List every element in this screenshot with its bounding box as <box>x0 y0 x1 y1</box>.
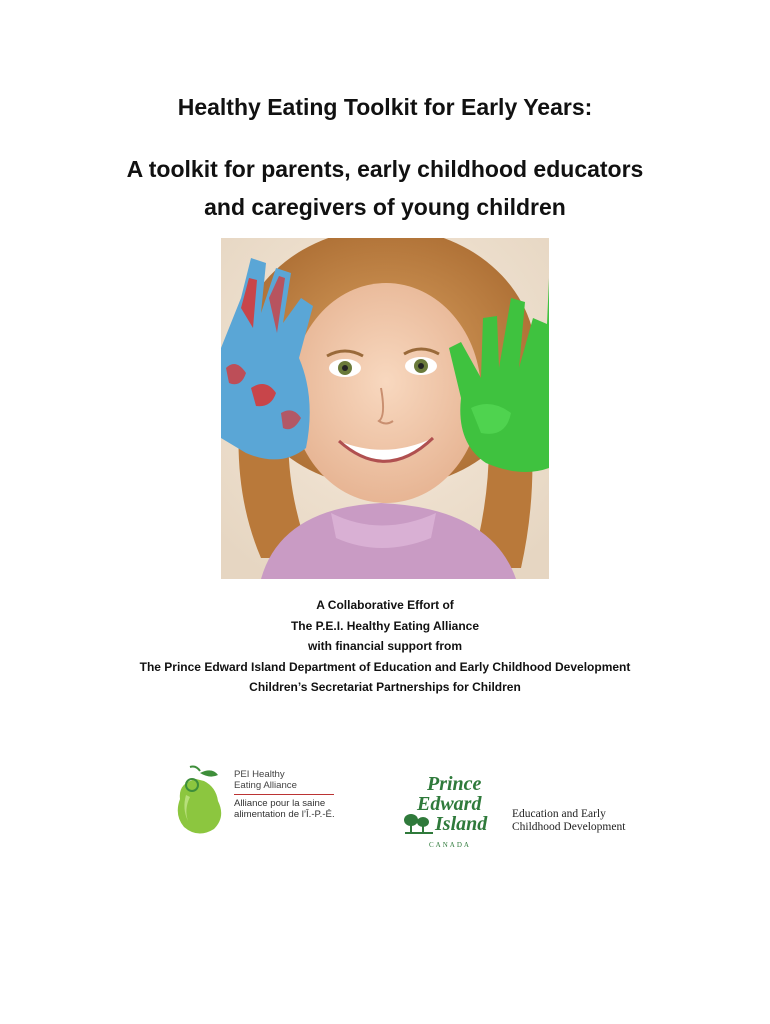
wordmark-country: CANADA <box>429 841 471 849</box>
gov-dept-line2: Childhood Development <box>512 821 626 833</box>
gov-department-name <box>512 808 625 834</box>
subtitle-line-1: A toolkit for parents, early childhood educators <box>126 156 644 182</box>
pei-logo-text <box>234 769 335 820</box>
pear-icon <box>172 765 230 837</box>
gov-dept-line1: Education and Early <box>512 808 606 820</box>
wordmark-line-2: Edward <box>417 793 482 815</box>
credits-line-alliance: The P.E.I. Healthy Eating Alliance <box>290 618 480 633</box>
wordmark-line-3: Island <box>435 813 488 835</box>
document-title: Healthy Eating Toolkit for Early Years: <box>177 94 593 120</box>
pei-government-logo <box>403 770 643 850</box>
pei-logo-fr-line2: alimentation de l’Î.-P.-É. <box>234 809 335 820</box>
child-painted-hands-photo <box>221 238 549 579</box>
pei-logo-fr-line1: Alliance pour la saine <box>234 798 326 809</box>
pei-logo-en-line2: Eating Alliance <box>234 780 297 791</box>
pei-healthy-eating-alliance-logo <box>172 765 335 837</box>
credits-line-collaborative: A Collaborative Effort of <box>316 598 454 612</box>
document-subtitle <box>0 150 770 226</box>
child-photo-illustration <box>221 238 549 579</box>
wordmark-line-1: Prince <box>427 773 482 795</box>
pei-logo-divider <box>234 794 334 795</box>
pei-logo-en-line1: PEI Healthy <box>234 769 285 780</box>
credits-line-support: with financial support from <box>307 639 462 653</box>
subtitle-line-2: and caregivers of young children <box>204 194 566 220</box>
pei-wordmark-trees-icon <box>403 770 503 850</box>
credits-line-department: The Prince Edward Island Department of Education and Early Childhood Development <box>139 659 631 674</box>
credits-line-secretariat: Children’s Secretariat Partnerships for Children <box>249 680 521 694</box>
credits-block <box>0 595 770 698</box>
